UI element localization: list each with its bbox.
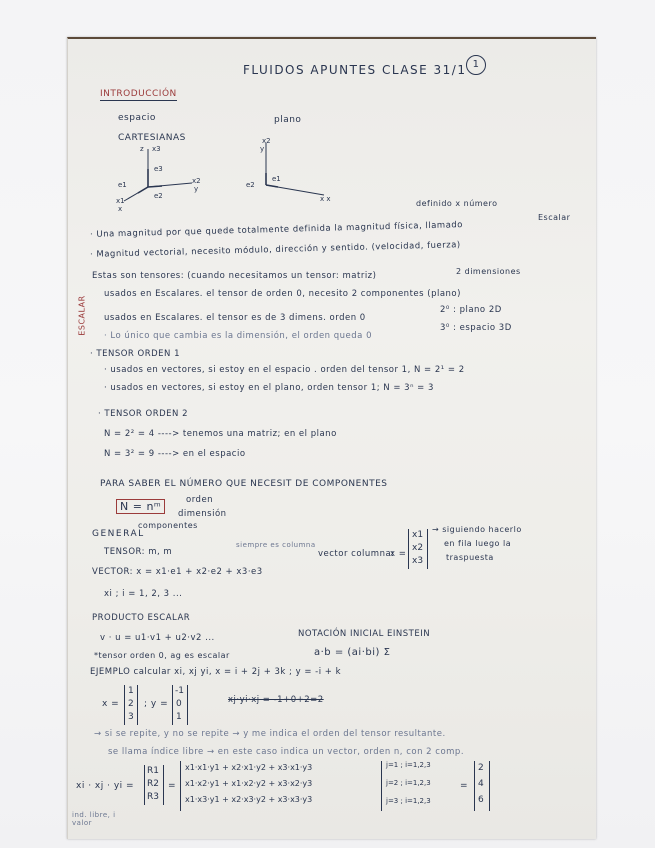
- escalar-side-label: ESCALAR: [77, 295, 87, 336]
- notebook-page: FLUIDOS APUNTES CLASE 31/1 1 INTRODUCCIÓN espacio plano CARTESIANAS z x3 e3 e1 e2 x2 y x1 x x2 y e2 e1 x x definido x número Escalar · Una magnitud por que quede totalmente definida la magnitud física, llamado · Magnitud vectorial, necesito módulo, dirección y sentido. (velocidad, fuerza) Estas son tensores: (cuando necesitamos un tensor: matriz) 2 dimensiones ESCALAR usados en Escalares. el tensor de orden 0, necesito 2 componentes (plano) usados en Escalares. el tensor es de 3 dimens. orden 0 2⁰ : plano 2D 3⁰ : espacio 3D · Lo único que cambia es la dimensión, el orden queda 0 · TENSOR ORDEN 1 · usados en vectores, si estoy en el espacio . orden del tensor 1, N = 2¹ = 2 · usados en vectores, si estoy en el plano, orden tensor 1; N = 3ⁿ = 3 · TENSOR ORDEN 2 N = 2² = 4 ----> tenemos una matriz; en el plano N = 3² = 9 ----> en el espacio PARA SABER EL NÚMERO QUE NECESIT DE COMPONENTES N = nᵐ orden dimensión componentes GENERAL TENSOR: m, m siempre es columna vector columna: x = x1 x2 x3 → siguiendo hacerlo en fila luego la traspuesta VECTOR: x = x1·e1 + x2·e2 + x3·e3 xi ; i = 1, 2, 3 ... PRODUCTO ESCALAR v · u = u1·v1 + u2·v2 ... *tensor orden 0, ag es escalar NOTACIÓN INICIAL EINSTEIN a·b = (ai·bi) Σ EJEMPLO calcular xi, xj yi, x = i + 2j + 3k ; y = -i + k x = 1 2 3 ; y = -1 0 1 xj·yi·xj = -1+0+2=2 → si se repite, y no se repite → y me indica el orden del tensor resultante. se llama índice libre → en este caso indica un vector, orden n, con 2 comp. xi · xj · yi = R1 R2 R3 = x1·x1·y1 + x2·x1·y2 + x3·x1·y3 x1·x2·y1 + x1·x2·y2 + x3·x2·y3 x1·x3·y1 + x2·x3·y2 + x3·x3·y3 j=1 ; i=1,2,3 j=2 ; i=1,2,3 j=3 ; i=1,2,3 = 2 4 6 ind. libre, i valor: [67, 37, 596, 839]
- axes-3d-diagram: [114, 143, 204, 213]
- svg-text:e1: e1: [272, 175, 281, 183]
- einstein-formula: a·b = (ai·bi) Σ: [314, 647, 391, 658]
- svg-text:e3: e3: [154, 165, 163, 173]
- svg-text:e2: e2: [154, 192, 163, 200]
- svg-text:e2: e2: [246, 181, 255, 189]
- page-title: FLUIDOS APUNTES CLASE 31/1: [243, 63, 467, 77]
- general-label: GENERAL: [92, 529, 145, 539]
- brace-line-1: 2⁰ : plano 2D: [440, 305, 502, 315]
- note-line-4: usados en Escalares. el tensor de orden 0, necesito 2 componentes (plano): [104, 289, 461, 299]
- svg-text:x1: x1: [116, 197, 125, 205]
- notacion-heading: NOTACIÓN INICIAL EINSTEIN: [298, 629, 431, 639]
- vector-line: VECTOR: x = x1·e1 + x2·e2 + x3·e3: [92, 567, 263, 577]
- tensor-general: TENSOR: m, m: [104, 547, 173, 557]
- svg-text:x2: x2: [192, 177, 201, 185]
- tensor-2-line-a: N = 2² = 4 ----> tenemos una matriz; en el plano: [104, 429, 337, 439]
- final-left: xi · xj · yi =: [76, 781, 135, 791]
- svg-text:z: z: [140, 145, 144, 153]
- note-line-3: Estas son tensores: (cuando necesitamos un tensor: matriz): [92, 271, 377, 281]
- x-example-vector: 1 2 3: [124, 685, 138, 725]
- page-number-circle: 1: [466, 55, 486, 75]
- producto-line: v · u = u1·v1 + u2·v2 ...: [100, 633, 215, 643]
- xi-line: xi ; i = 1, 2, 3 ...: [104, 589, 183, 599]
- svg-text:y: y: [194, 185, 199, 193]
- y-example-vector: -1 0 1: [172, 685, 188, 725]
- num-comp-label: componentes: [138, 521, 198, 530]
- espacio-label: espacio: [118, 113, 156, 123]
- axes-2d-diagram: [240, 137, 330, 207]
- escalar-note: Escalar: [538, 213, 571, 222]
- plano-label: plano: [274, 115, 302, 125]
- producto-heading: PRODUCTO ESCALAR: [92, 613, 191, 623]
- note-line-1: · Una magnitud por que quede totalmente definida la magnitud física, llamado: [89, 220, 464, 240]
- final-idx-2: j=2 ; i=1,2,3: [386, 779, 431, 787]
- dimension-label: dimensión: [178, 509, 227, 519]
- vector-columna-label: vector columna:: [318, 549, 395, 559]
- ejemplo-line: EJEMPLO calcular xi, xj yi, x = i + 2j + 3k ; y = -i + k: [90, 667, 342, 677]
- brace-line-2: 3⁰ : espacio 3D: [440, 323, 512, 333]
- ind-libre-note: ind. libre, i valor: [72, 811, 116, 827]
- side-note-1: → siguiendo hacerlo: [432, 525, 522, 534]
- intro-heading: INTRODUCCIÓN: [100, 89, 177, 99]
- final-idx-3: j=3 ; i=1,2,3: [386, 797, 431, 805]
- rule-line-1: → si se repite, y no se repite → y me indica el orden del tensor resultante.: [94, 729, 446, 739]
- svg-text:y: y: [260, 145, 265, 153]
- dos-dimensiones-note: 2 dimensiones: [456, 267, 521, 276]
- tensor-2-heading: · TENSOR ORDEN 2: [98, 409, 188, 419]
- expansion-matrix: x1·x1·y1 + x2·x1·y2 + x3·x1·y3 x1·x2·y1 + x1·x2·y2 + x3·x2·y3 x1·x3·y1 + x2·x3·y2 + x3·x3·y3: [180, 761, 382, 811]
- final-idx-1: j=1 ; i=1,2,3: [386, 761, 431, 769]
- x-column-matrix: x1 x2 x3: [408, 529, 428, 569]
- x-vector-label: x =: [390, 549, 407, 559]
- tensor-2-line-b: N = 3² = 9 ----> en el espacio: [104, 449, 246, 459]
- rule-line-2: se llama índice libre → en este caso indica un vector, orden n, con 2 comp.: [108, 747, 465, 757]
- tensor-1-heading: · TENSOR ORDEN 1: [90, 349, 180, 359]
- result-vector: 2 4 6: [474, 761, 490, 811]
- crossed-out-calc: xj·yi·xj = -1+0+2=2: [228, 695, 324, 705]
- svg-text:x3: x3: [152, 145, 161, 153]
- svg-text:x x: x x: [320, 195, 331, 203]
- cartesianas-label: CARTESIANAS: [118, 133, 186, 143]
- para-saber-heading: PARA SABER EL NÚMERO QUE NECESIT DE COMPONENTES: [100, 479, 388, 489]
- r-vector: R1 R2 R3: [144, 765, 164, 805]
- producto-note: *tensor orden 0, ag es escalar: [94, 651, 230, 660]
- side-note-2: en fila luego la: [444, 539, 512, 548]
- definido-note: definido x número: [416, 199, 498, 208]
- svg-text:x2: x2: [262, 137, 271, 145]
- tensor-1-line-a: · usados en vectores, si estoy en el espacio . orden del tensor 1, N = 2¹ = 2: [104, 365, 465, 375]
- tensor-1-line-b: · usados en vectores, si estoy en el plano, orden tensor 1; N = 3ⁿ = 3: [104, 383, 434, 393]
- note-line-2: · Magnitud vectorial, necesito módulo, dirección y sentido. (velocidad, fuerza): [89, 240, 461, 260]
- formula-box: N = nᵐ: [116, 499, 165, 514]
- note-line-5: usados en Escalares. el tensor es de 3 dimens. orden 0: [104, 313, 366, 323]
- svg-text:x: x: [118, 205, 123, 213]
- note-line-6: · Lo único que cambia es la dimensión, el orden queda 0: [104, 331, 372, 341]
- tensor-note: siempre es columna: [236, 541, 316, 549]
- orden-label: orden: [186, 495, 214, 505]
- side-note-3: traspuesta: [446, 553, 494, 562]
- svg-text:e1: e1: [118, 181, 127, 189]
